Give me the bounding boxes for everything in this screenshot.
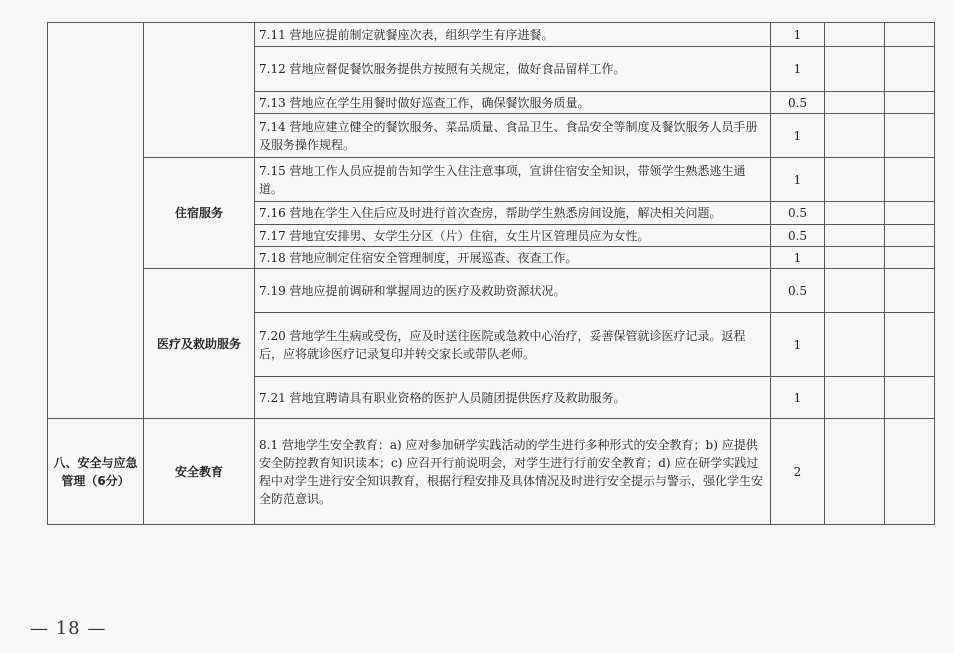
blank-cell <box>825 92 885 114</box>
item-text: 7.15 营地工作人员应提前告知学生入住注意事项，宣讲住宿安全知识，带领学生熟悉逃生通道。 <box>255 158 771 202</box>
category-safety-emergency: 八、安全与应急管理（6分） <box>48 419 144 525</box>
item-text: 7.13 营地应在学生用餐时做好巡查工作，确保餐饮服务质量。 <box>255 92 771 114</box>
blank-cell <box>825 47 885 92</box>
blank-cell <box>825 269 885 313</box>
blank-cell <box>885 47 935 92</box>
score-value: 1 <box>771 23 825 47</box>
item-text: 8.1 营地学生安全教育：a) 应对参加研学实践活动的学生进行多种形式的安全教育；b) 应提供安全防控教育知识读本；c) 应召开行前说明会，对学生进行行前安全教育；d) 应在研学实践过程中对学生进行安全知识教育，根据行程安排及具体情况及时进行安全提示与警示，强化学生安全防范意识。 <box>255 419 771 525</box>
blank-cell <box>885 225 935 247</box>
table-row <box>48 419 935 525</box>
table-row <box>48 158 935 202</box>
item-text: 7.21 营地宜聘请具有职业资格的医护人员随团提供医疗及救助服务。 <box>255 377 771 419</box>
blank-cell <box>885 419 935 525</box>
score-value: 0.5 <box>771 225 825 247</box>
blank-cell <box>825 202 885 225</box>
blank-cell <box>825 419 885 525</box>
blank-cell <box>885 92 935 114</box>
table-row <box>48 23 935 47</box>
score-value: 1 <box>771 377 825 419</box>
blank-cell <box>825 158 885 202</box>
score-value: 0.5 <box>771 202 825 225</box>
item-text: 7.19 营地应提前调研和掌握周边的医疗及救助资源状况。 <box>255 269 771 313</box>
blank-cell <box>885 23 935 47</box>
score-value: 1 <box>771 47 825 92</box>
blank-cell <box>885 269 935 313</box>
blank-cell <box>885 377 935 419</box>
standards-table <box>47 22 935 525</box>
subcategory-safety-education: 安全教育 <box>144 419 255 525</box>
subcategory-medical: 医疗及救助服务 <box>144 269 255 419</box>
item-text: 7.16 营地在学生入住后应及时进行首次查房，帮助学生熟悉房间设施，解决相关问题。 <box>255 202 771 225</box>
blank-cell <box>885 247 935 269</box>
item-text: 7.11 营地应提前制定就餐座次表，组织学生有序进餐。 <box>255 23 771 47</box>
blank-cell <box>885 114 935 158</box>
blank-cell <box>885 202 935 225</box>
item-text: 7.20 营地学生生病或受伤，应及时送往医院或急救中心治疗，妥善保管就诊医疗记录。返程后，应将就诊医疗记录复印并转交家长或带队老师。 <box>255 313 771 377</box>
blank-cell <box>825 377 885 419</box>
blank-cell <box>825 313 885 377</box>
score-value: 1 <box>771 247 825 269</box>
blank-cell <box>885 313 935 377</box>
score-value: 1 <box>771 114 825 158</box>
score-value: 0.5 <box>771 269 825 313</box>
blank-cell <box>885 158 935 202</box>
item-text: 7.18 营地应制定住宿安全管理制度，开展巡查、夜查工作。 <box>255 247 771 269</box>
score-value: 0.5 <box>771 92 825 114</box>
subcategory-accommodation: 住宿服务 <box>144 158 255 269</box>
page-number: — 18 — <box>30 618 107 639</box>
blank-cell <box>825 114 885 158</box>
score-value: 2 <box>771 419 825 525</box>
score-value: 1 <box>771 313 825 377</box>
blank-cell <box>825 225 885 247</box>
item-text: 7.17 营地宜安排男、女学生分区（片）住宿，女生片区管理员应为女性。 <box>255 225 771 247</box>
subcategory-cell-empty <box>144 23 255 158</box>
table-row <box>48 269 935 313</box>
score-value: 1 <box>771 158 825 202</box>
blank-cell <box>825 247 885 269</box>
item-text: 7.14 营地应建立健全的餐饮服务、菜品质量、食品卫生、食品安全等制度及餐饮服务人员手册及服务操作规程。 <box>255 114 771 158</box>
item-text: 7.12 营地应督促餐饮服务提供方按照有关规定，做好食品留样工作。 <box>255 47 771 92</box>
category-cell-empty <box>48 23 144 419</box>
blank-cell <box>825 23 885 47</box>
